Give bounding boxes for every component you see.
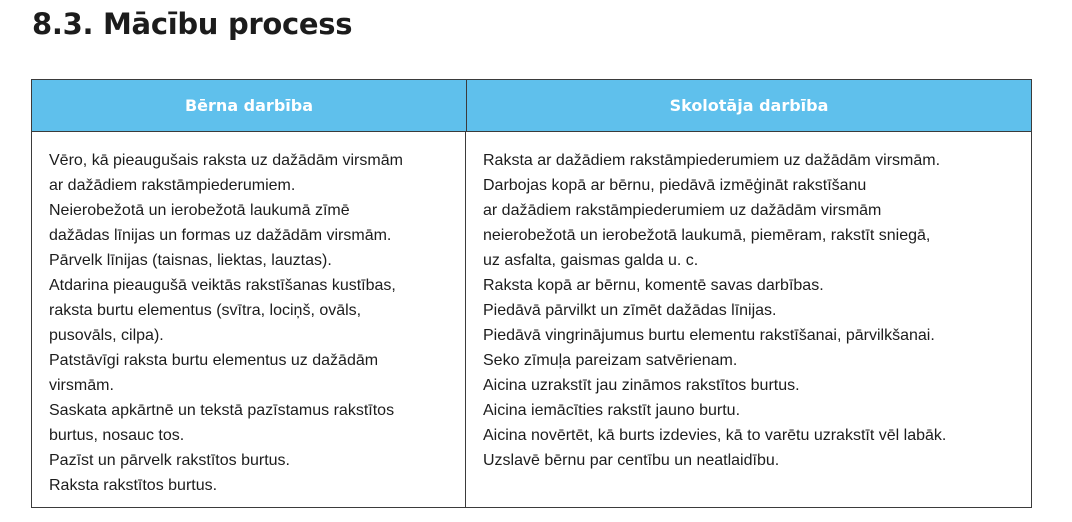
cell-text-line: virsmām. [49, 377, 114, 394]
child-activity-cell [32, 132, 466, 508]
cell-text-line: Raksta rakstītos burtus. [49, 477, 218, 494]
cell-text-line: dažādas līnijas un formas uz dažādām virsmām. [49, 227, 392, 244]
cell-text-line: ar dažādiem rakstāmpiederumiem uz dažādām virsmām [483, 202, 882, 219]
cell-text-line: Piedāvā vingrinājumus burtu elementu rakstīšanai, pārvilkšanai. [483, 327, 935, 344]
cell-text-line: Patstāvīgi raksta burtu elementus uz dažādām [49, 352, 379, 369]
cell-text-line: Uzslavē bērnu par centību un neatlaidību. [483, 452, 780, 469]
cell-text-line: pusovāls, cilpa). [49, 327, 164, 344]
header-teacher-activity: Skolotāja darbība [669, 96, 829, 115]
teacher-activity-cell [466, 132, 1031, 508]
cell-text-line: Pazīst un pārvelk rakstītos burtus. [49, 452, 290, 469]
cell-text-line: Aicina uzrakstīt jau zināmos rakstītos burtus. [483, 377, 800, 394]
cell-text-line: Seko zīmuļa pareizam satvērienam. [483, 352, 738, 369]
cell-text-line: Saskata apkārtnē un tekstā pazīstamus rakstītos [49, 402, 395, 419]
cell-text-line: uz asfalta, gaismas galda u. c. [483, 252, 699, 269]
cell-text-line: Aicina novērtēt, kā burts izdevies, kā to varētu uzrakstīt vēl labāk. [483, 427, 947, 444]
cell-text-line: Raksta kopā ar bērnu, komentē savas darbības. [483, 277, 824, 294]
section-title: 8.3. Mācību process [32, 7, 353, 41]
cell-text-line: Piedāvā pārvilkt un zīmēt dažādas līnijas. [483, 302, 777, 319]
learning-process-table [31, 79, 1032, 508]
cell-text-line: Pārvelk līnijas (taisnas, liektas, lauztas). [49, 252, 332, 269]
cell-text-line: Neierobežotā un ierobežotā laukumā zīmē [49, 202, 350, 219]
cell-text-line: Darbojas kopā ar bērnu, piedāvā izmēģināt rakstīšanu [483, 177, 867, 194]
cell-text-line: Raksta ar dažādiem rakstāmpiederumiem uz dažādām virsmām. [483, 152, 941, 169]
table-header [32, 80, 1031, 132]
cell-text-line: raksta burtu elementus (svītra, lociņš, ovāls, [49, 302, 362, 319]
cell-text-line: Atdarina pieaugušā veiktās rakstīšanas kustības, [49, 277, 396, 294]
cell-text-line: burtus, nosauc tos. [49, 427, 185, 444]
cell-text-line: ar dažādiem rakstāmpiederumiem. [49, 177, 296, 194]
cell-text-line: Vēro, kā pieaugušais raksta uz dažādām virsmām [49, 152, 403, 169]
table-body [32, 132, 1031, 508]
cell-text-line: neierobežotā un ierobežotā laukumā, piemēram, rakstīt sniegā, [483, 227, 931, 244]
header-child-activity: Bērna darbība [32, 80, 467, 131]
cell-text-line: Aicina iemācīties rakstīt jauno burtu. [483, 402, 741, 419]
